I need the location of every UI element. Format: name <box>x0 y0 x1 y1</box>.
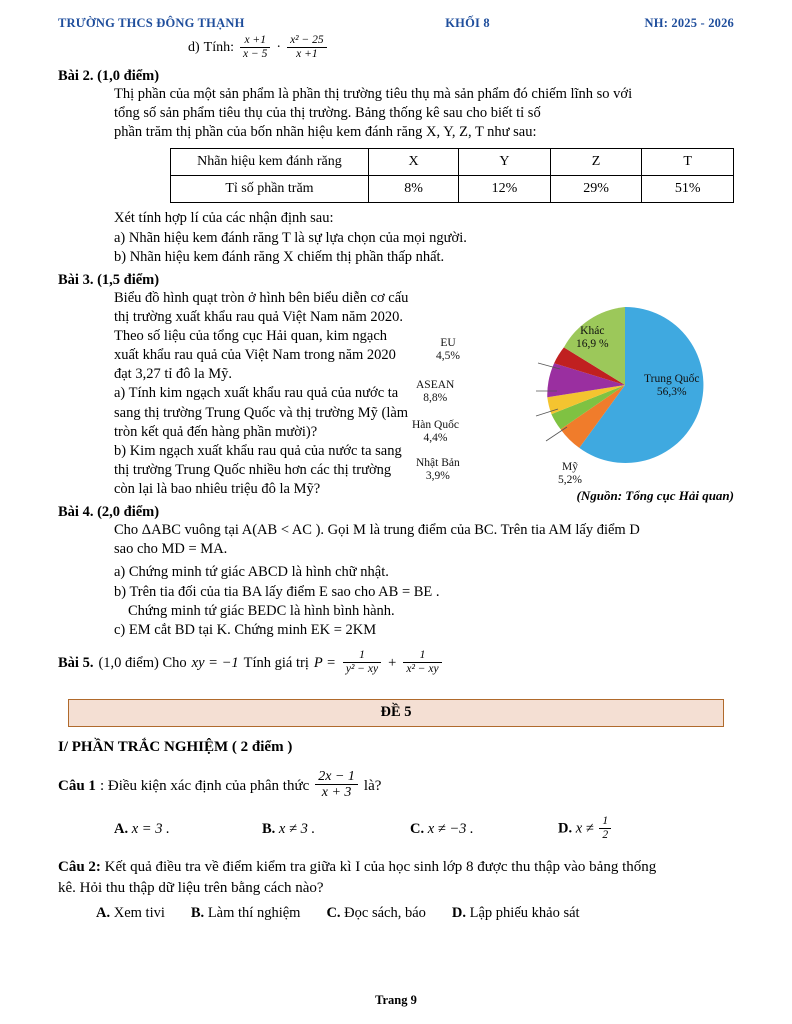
bai2-p4: Xét tính hợp lí của các nhận định sau: <box>114 210 334 227</box>
option-b[interactable]: B. x ≠ 3 . <box>262 820 316 837</box>
question-1-fraction: $\frac{2x - 1}{x + 3}$ <box>315 769 358 801</box>
bai3-p2: thị trường xuất khẩu rau quả Việt Nam năm 2020. <box>114 308 404 325</box>
bai4-p2: sao cho MD = MA. <box>114 541 228 558</box>
bai3-content <box>58 289 734 503</box>
document-header <box>58 16 734 31</box>
bai2-p2: tổng số sản phẩm tiêu thụ của thị trường. Bảng thống kê sau cho biết tỉ số <box>114 105 541 122</box>
question-2-text2: kê. Hỏi thu thập dữ liệu trên bằng cách nào? <box>58 879 324 896</box>
bai4-option-a: a) Chứng minh tứ giác ABCD là hình chữ nhật. <box>114 564 389 581</box>
bai3-qa2: sang thị trường Trung Quốc và thị trường Mỹ (làm <box>114 404 409 421</box>
table-row <box>171 149 734 176</box>
table-cell: 51% <box>642 176 734 203</box>
exercise-item-d <box>188 33 734 63</box>
bai4-option-b1: b) Trên tia đối của tia BA lấy điểm E sao cho AB = BE . <box>114 583 440 600</box>
option-a[interactable]: A. x = 3 . <box>114 820 170 837</box>
table-cell: Nhãn hiệu kem đánh răng <box>171 149 369 176</box>
bai5-line <box>58 650 734 677</box>
bai3-qb2: thị trường Trung Quốc nhiều hơn các thị trường <box>114 461 392 478</box>
bai5-fraction-2: $\frac{1}{\text{x² − xy}}$ <box>403 649 441 676</box>
question-1 <box>58 770 734 802</box>
bai4-option-b2: Chứng minh tứ giác BEDC là hình bình hành. <box>128 602 395 619</box>
bai4-title: Bài 4. (2,0 điểm) <box>58 504 160 521</box>
option-c[interactable]: C. Đọc sách, báo <box>326 904 426 921</box>
question-1-options <box>114 816 734 843</box>
pie-label-eu: EU 4,5% <box>436 336 460 362</box>
bai2-p1: Thị phần của một sản phẩm là phần thị trường tiêu thụ mà sản phẩm đó chiếm lĩnh so với <box>114 86 633 102</box>
pie-label-khac: Khác 16,9 % <box>576 324 609 350</box>
table-cell: T <box>642 149 734 176</box>
bai3-p3: Theo số liệu của tổng cục Hải quan, kim ngạch <box>114 328 388 344</box>
option-d-fraction: $\frac{1}{2}$ <box>599 815 611 842</box>
question-1-text: : Điều kiện xác định của phân thức <box>99 777 310 794</box>
bai2-p3: phần trăm thị phần của bốn nhãn hiệu kem đánh răng X, Y, Z, T như sau: <box>114 124 537 141</box>
multiplication-dot: · <box>276 40 282 55</box>
pie-chart <box>410 285 740 503</box>
question-1-tail: là? <box>363 777 382 794</box>
bai2-option-b: b) Nhãn hiệu kem đánh răng X chiếm thị phần thấp nhất. <box>114 248 445 265</box>
pie-label-nhat-ban: Nhật Bản 3,9% <box>416 456 460 482</box>
option-a[interactable]: A. Xem tivi <box>96 904 165 921</box>
school-name: TRƯỜNG THCS ĐÔNG THẠNH <box>58 16 245 30</box>
table-row <box>171 176 734 203</box>
grade-label: KHỐI 8 <box>445 16 490 30</box>
bai2-title: Bài 2. (1,0 điểm) <box>58 68 160 84</box>
question-1-label: Câu 1 <box>58 777 96 794</box>
bai4-option-c: c) EM cắt BD tại K. Chứng minh EK = 2KM <box>114 621 377 638</box>
fraction-2: $\frac{\text{x² − 25}}{x +1}$ <box>287 34 327 61</box>
item-d-text: Tính: <box>203 40 235 55</box>
bai3-title: Bài 3. (1,5 điểm) <box>58 271 160 288</box>
table-cell: X <box>368 149 458 176</box>
option-b[interactable]: B. Làm thí nghiệm <box>190 904 301 921</box>
option-d[interactable]: D. x ≠ $\frac{1}{2}$ <box>558 816 706 843</box>
item-d-label: d) <box>188 40 200 55</box>
pie-label-trung-quoc: Trung Quốc 56,3% <box>644 372 700 398</box>
bai3-qb1: b) Kim ngạch xuất khẩu rau quả của nước ta sang <box>114 442 402 459</box>
section-heading-bold: I/ PHẦN TRẮC NGHIỆM <box>58 738 229 755</box>
statistics-table <box>170 148 734 203</box>
table-cell: 8% <box>368 176 458 203</box>
bai5-title: Bài 5. <box>58 654 94 671</box>
bai5-text2: Tính giá trị <box>243 654 309 671</box>
option-c[interactable]: C. x ≠ −3 . <box>410 820 474 837</box>
table-cell: 29% <box>550 176 642 203</box>
bai5-p-equals: P = <box>313 654 336 671</box>
pie-label-asean: ASEAN 8,8% <box>416 378 455 404</box>
question-2 <box>58 857 734 899</box>
page-footer: Trang 9 <box>375 993 417 1007</box>
table-cell: Tỉ số phần trăm <box>171 176 369 203</box>
bai3-p4: xuất khẩu rau quả của Việt Nam trong năm 2020 <box>114 347 396 364</box>
table-cell: Y <box>459 149 551 176</box>
question-2-options <box>96 905 734 922</box>
table-cell: 12% <box>459 176 551 203</box>
pie-label-my: Mỹ 5,2% <box>558 460 582 486</box>
de-section-banner: ĐỀ 5 <box>68 699 724 727</box>
bai3-qa3: tròn kết quả đến hàng phần mười)? <box>114 423 318 440</box>
option-d[interactable]: D. Lập phiếu khảo sát <box>451 904 580 921</box>
question-2-label: Câu 2: <box>58 858 101 875</box>
fraction-1: $\frac{x +1}{x - 5}$ <box>240 34 270 61</box>
bai5-plus: + <box>388 654 397 671</box>
section-heading <box>58 739 734 756</box>
bai3-p1: Biểu đồ hình quạt tròn ở hình bên biểu diễn cơ cấu <box>114 289 409 306</box>
chart-source: (Nguồn: Tổng cục Hải quan) <box>576 487 734 503</box>
bai3-p5: đạt 3,27 tỉ đô la Mỹ. <box>114 366 233 383</box>
bai4-p1: Cho ΔABC vuông tại A(AB < AC ). Gọi M là trung điểm của BC. Trên tia AM lấy điểm D <box>114 522 640 539</box>
table-cell: Z <box>550 149 642 176</box>
section-heading-points: ( 2 điểm ) <box>231 738 293 755</box>
bai2-option-a: a) Nhãn hiệu kem đánh răng T là sự lựa chọn của mọi người. <box>114 229 467 246</box>
school-year: NH: 2025 - 2026 <box>644 16 734 30</box>
question-2-text1: Kết quả điều tra về điểm kiểm tra giữa kì I của học sinh lớp 8 được thu thập vào bảng thống <box>104 858 657 875</box>
bai5-text1: (1,0 điểm) Cho <box>98 654 187 671</box>
bai5-fraction-1: $\frac{1}{\text{y² − xy}}$ <box>343 649 381 676</box>
bai3-qb3: còn lại là bao nhiêu triệu đô la Mỹ? <box>114 481 321 497</box>
pie-label-han-quoc: Hàn Quốc 4,4% <box>412 418 459 444</box>
bai3-text-column <box>114 289 444 499</box>
bai5-xy: xy = −1 <box>191 654 239 671</box>
bai3-qa1: a) Tính kim ngạch xuất khẩu rau quả của nước ta <box>114 385 399 402</box>
